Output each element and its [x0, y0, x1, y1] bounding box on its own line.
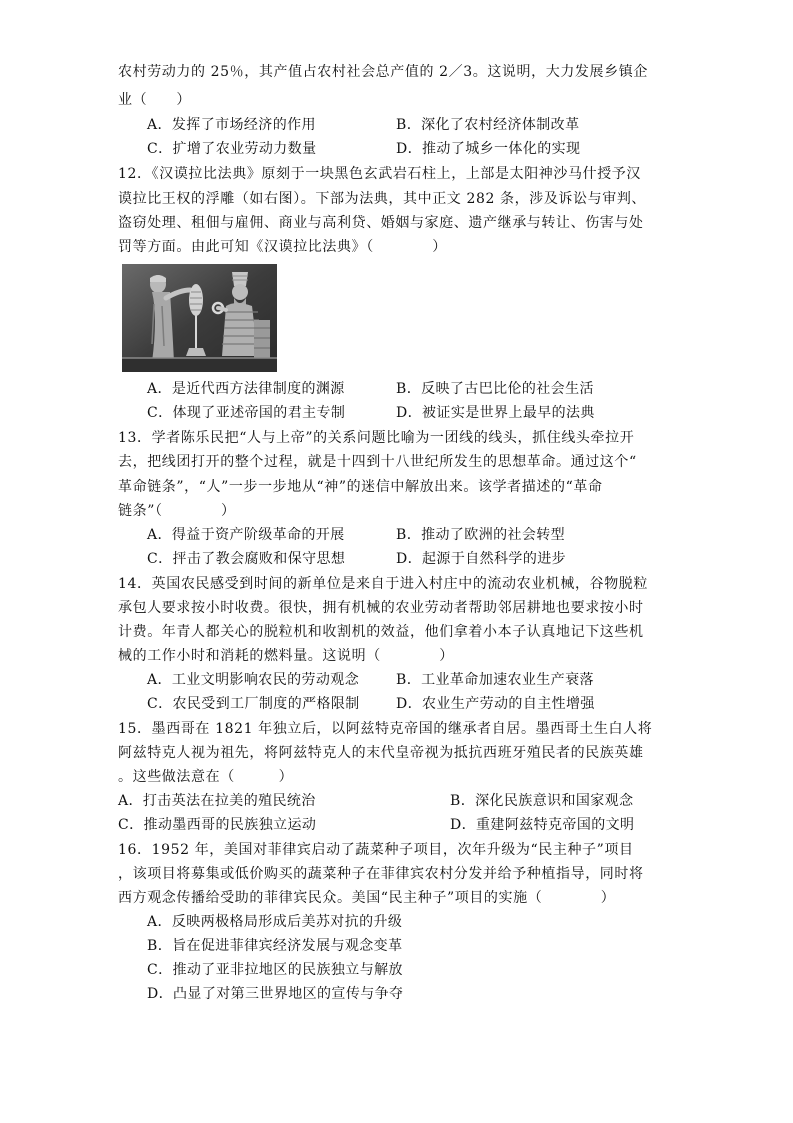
q14-stem-line-3: 计费。年青人都关心的脱粒机和收割机的效益，他们拿着小本子认真地记下这些机 — [118, 624, 644, 640]
q12-stem-line-2: 谟拉比王权的浮雕（如右图）。下部为法典，其中正文 282 条，涉及诉讼与审判、 — [118, 191, 647, 207]
q14-option-b[interactable]: B．工业革命加速农业生产衰落 — [396, 672, 594, 688]
q16-stem-line-2: ，该项目将募集或低价购买的蔬菜种子在菲律宾农村分发并给予种植指导，同时将 — [118, 866, 644, 882]
q15-option-a[interactable]: A．打击英法在拉美的殖民统治 — [118, 793, 316, 809]
q11-option-a[interactable]: A．发挥了市场经济的作用 — [147, 117, 316, 133]
q15-stem-line-2: 阿兹特克人视为祖先，将阿兹特克人的末代皇帝视为抵抗西班牙殖民者的民族英雄 — [118, 745, 644, 761]
q12-option-d[interactable]: D．被证实是世界上最早的法典 — [396, 405, 595, 421]
q12-option-a[interactable]: A．是近代西方法律制度的渊源 — [147, 381, 345, 397]
q13-stem-line-3: 革命链条”，“人”一步一步地从“神”的迷信中解放出来。该学者描述的“革命 — [118, 479, 603, 495]
q13-stem-line-1: 13．学者陈乐民把“人与上帝”的关系问题比喻为一团线的线头，抓住线头牵拉开 — [118, 430, 635, 446]
q16-option-a[interactable]: A．反映两极格局形成后美苏对抗的升级 — [147, 914, 403, 930]
q16-option-d[interactable]: D．凸显了对第三世界地区的宣传与争夺 — [147, 986, 404, 1002]
q14-option-c[interactable]: C．农民受到工厂制度的严格限制 — [147, 696, 360, 712]
q13-option-c[interactable]: C．抨击了教会腐败和保守思想 — [147, 551, 346, 567]
q14-stem-line-4: 械的工作小时和消耗的燃料量。这说明（ ） — [118, 648, 454, 664]
q15-option-b[interactable]: B．深化民族意识和国家观念 — [450, 793, 634, 809]
q11-stem-line-1: 农村劳动力的 25％，其产值占农村社会总产值的 2／3。这说明，大力发展乡镇企 — [118, 64, 648, 80]
q14-stem-line-1: 14．英国农民感受到时间的新单位是来自于进入村庄中的流动农业机械，谷物脱粒 — [118, 576, 649, 592]
q12-stem-line-4: 罚等方面。由此可知《汉谟拉比法典》（ ） — [118, 239, 447, 255]
q12-stem-line-3: 盗窃处理、租佃与雇佣、商业与高利贷、婚姻与家庭、遗产继承与转让、伤害与处 — [118, 215, 644, 231]
q13-option-a[interactable]: A．得益于资产阶级革命的开展 — [147, 527, 345, 543]
q16-stem-line-3: 西方观念传播给受助的菲律宾民众。美国“民主种子”项目的实施（ ） — [118, 890, 616, 906]
q12-stem-line-1: 12．《汉谟拉比法典》原刻于一块黑色玄武岩石柱上，上部是太阳神沙马什授予汉 — [118, 166, 642, 182]
q12-option-b[interactable]: B．反映了古巴比伦的社会生活 — [396, 381, 594, 397]
q13-stem-line-4: 链条”（ ） — [118, 503, 236, 519]
q13-option-d[interactable]: D．起源于自然科学的进步 — [396, 551, 567, 567]
q14-option-d[interactable]: D．农业生产劳动的自主性增强 — [396, 696, 595, 712]
q13-stem-line-2: 去，把线团打开的整个过程，就是十四到十八世纪所发生的思想革命。通过这个“ — [118, 454, 637, 470]
q11-option-b[interactable]: B．深化了农村经济体制改革 — [396, 117, 580, 133]
q16-stem-line-1: 16．1952 年，美国对菲律宾启动了蔬菜种子项目，次年升级为“民主种子”项目 — [118, 842, 634, 858]
q15-stem-line-1: 15．墨西哥在 1821 年独立后，以阿兹特克帝国的继承者自居。墨西哥土生白人将 — [118, 721, 653, 737]
q16-option-c[interactable]: C．推动了亚非拉地区的民族独立与解放 — [147, 962, 403, 978]
q14-option-a[interactable]: A．工业文明影响农民的劳动观念 — [147, 672, 360, 688]
q11-option-c[interactable]: C．扩增了农业劳动力数量 — [147, 141, 317, 157]
stele-relief-icon — [122, 264, 277, 372]
q11-option-d[interactable]: D．推动了城乡一体化的实现 — [396, 141, 581, 157]
q15-option-c[interactable]: C．推动墨西哥的民族独立运动 — [118, 817, 317, 833]
q12-option-c[interactable]: C．体现了亚述帝国的君主专制 — [147, 405, 346, 421]
stele-relief-image — [122, 264, 277, 372]
q15-stem-line-3: 。这些做法意在（ ） — [118, 769, 294, 785]
q11-stem-line-2: 业（ ） — [118, 92, 191, 108]
q13-option-b[interactable]: B．推动了欧洲的社会转型 — [396, 527, 566, 543]
q16-option-b[interactable]: B．旨在促进菲律宾经济发展与观念变革 — [147, 938, 403, 954]
q14-stem-line-2: 承包人要求按小时收费。很快，拥有机械的农业劳动者帮助邻居耕地也要求按小时 — [118, 600, 644, 616]
q15-option-d[interactable]: D．重建阿兹特克帝国的文明 — [450, 817, 635, 833]
